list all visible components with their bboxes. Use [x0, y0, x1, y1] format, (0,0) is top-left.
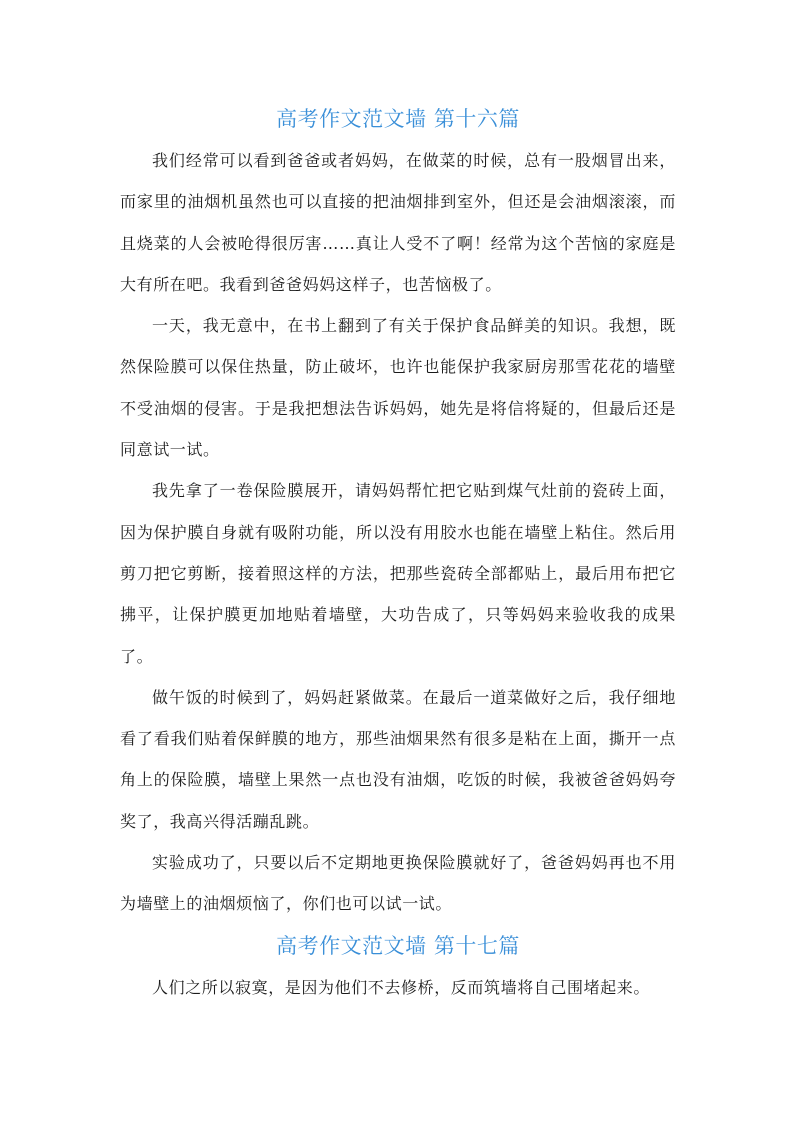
paragraph: 我们经常可以看到爸爸或者妈妈，在做菜的时候，总有一股烟冒出来，而家里的油烟机虽然也可以直接的把油烟排到室外，但还是会油烟滚滚，而且烧菜的人会被呛得很厉害……真让人受不了啊！经常为这个苦恼的家庭是大有所在吧。我看到爸爸妈妈这样子，也苦恼极了。 — [120, 151, 676, 294]
paragraph: 我先拿了一卷保险膜展开，请妈妈帮忙把它贴到煤气灶前的瓷砖上面，因为保护膜自身就有吸附功能，所以没有用胶水也能在墙壁上粘住。然后用剪刀把它剪断，接着照这样的方法，把那些瓷砖全部都贴上，最后用布把它拂平，让保护膜更加地贴着墙壁，大功告成了，只等妈妈来验收我的成果了。 — [120, 481, 676, 666]
paragraph: 实验成功了，只要以后不定期地更换保险膜就好了，爸爸妈妈再也不用为墙壁上的油烟烦恼了，你们也可以试一试。 — [120, 853, 676, 914]
section-title-17: 高考作文范文墙 第十七篇 — [276, 933, 520, 958]
paragraph: 一天，我无意中，在书上翻到了有关于保护食品鲜美的知识。我想，既然保险膜可以保住热量，防止破坏，也许也能保护我家厨房那雪花花的墙壁不受油烟的侵害。于是我把想法告诉妈妈，她先是将信将疑的，但最后还是同意试一试。 — [120, 316, 676, 460]
paragraph: 人们之所以寂寞，是因为他们不去修桥，反而筑墙将自己围堵起来。 — [152, 977, 651, 997]
section-title-16: 高考作文范文墙 第十六篇 — [276, 107, 520, 131]
document-page — [120, 98, 676, 1008]
paragraph: 做午饭的时候到了，妈妈赶紧做菜。在最后一道菜做好之后，我仔细地看了看我们贴着保鲜膜的地方，那些油烟果然有很多是粘在上面，撕开一点角上的保险膜，墙壁上果然一点也没有油烟，吃饭的时候，我被爸爸妈妈夸奖了，我高兴得活蹦乱跳。 — [120, 687, 676, 831]
